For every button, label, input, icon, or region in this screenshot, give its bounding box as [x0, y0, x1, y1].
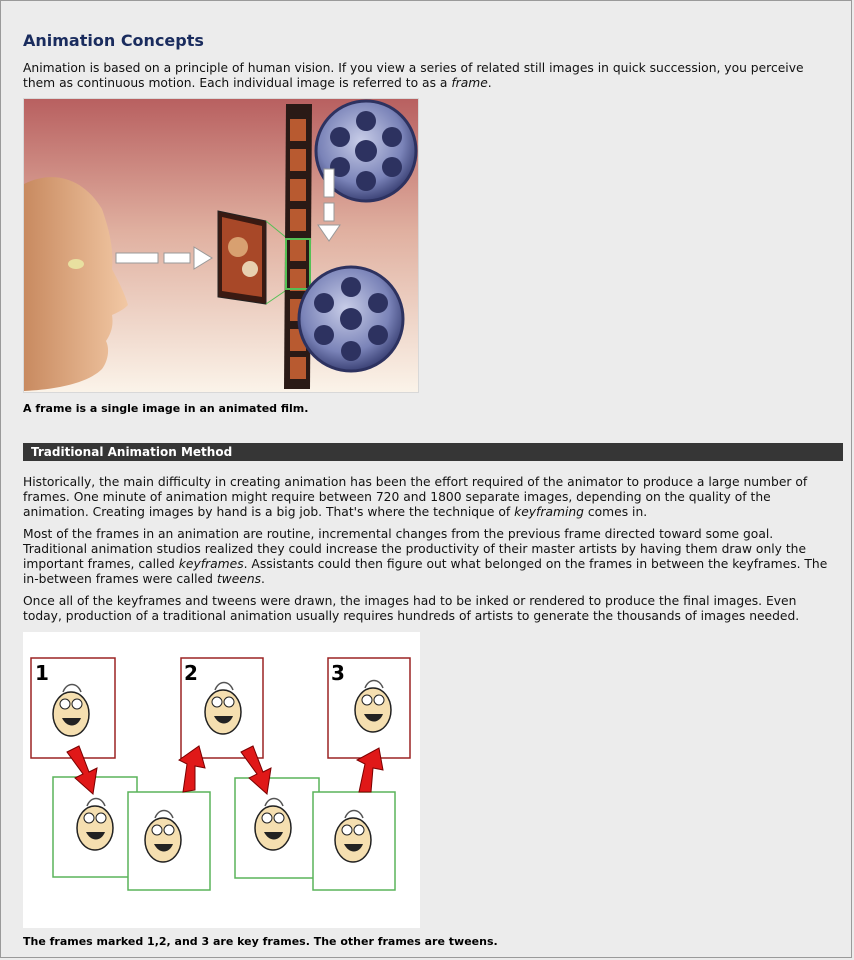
keyframes-illustration — [23, 632, 420, 928]
para1-text: Historically, the main difficulty in creating animation has been the effort required of the animator to produce a large number of frames. One minute of animation might require between 720 and 1800 separate images, depending on the quality of the animation. Creating images by hand is a big job. That's where the technique of — [23, 475, 808, 519]
intro-text-end: . — [487, 76, 492, 90]
section-heading: Traditional Animation Method — [23, 443, 843, 461]
para2-text-mid: . Assistants could then figure out what belonged on the frames in between the keyframes. The in-between frames were called — [23, 557, 828, 586]
intro-emphasis: frame — [451, 76, 488, 90]
intro-paragraph — [23, 61, 835, 91]
para2-emphasis-keyframes: keyframes — [178, 557, 244, 571]
keyframe-label-2: 2 — [184, 661, 198, 685]
film-reel-image — [24, 99, 419, 393]
para1-emphasis: keyframing — [514, 505, 584, 519]
keyframes-diagram — [23, 632, 420, 928]
section-paragraph-1 — [23, 475, 838, 520]
para2-text-end: . — [261, 572, 265, 586]
para2-emphasis-tweens: tweens — [216, 572, 262, 586]
section-paragraph-2 — [23, 527, 838, 587]
para1-text-end: comes in. — [583, 505, 648, 519]
page-title: Animation Concepts — [23, 31, 204, 50]
section-paragraph-3: Once all of the keyframes and tweens were drawn, the images had to be inked or rendered to produce the final images. Even today, production of a traditional animation usually requires hundreds of artists to generate the thousands of images needed. — [23, 594, 800, 623]
intro-text: Animation is based on a principle of human vision. If you view a series of related still images in quick succession, you perceive them as continuous motion. Each individual image is referred to as a — [23, 61, 804, 90]
figure1-caption: A frame is a single image in an animated film. — [23, 402, 309, 415]
frame-illustration — [23, 98, 419, 393]
para2-text: Most of the frames in an animation are routine, incremental changes from the previous frame directed toward some goal. Traditional animation studios realized they could increase the productivity of their master artists by having them draw only the important frames, called — [23, 527, 807, 571]
figure2-caption: The frames marked 1,2, and 3 are key frames. The other frames are tweens. — [23, 935, 498, 948]
keyframe-label-1: 1 — [35, 661, 49, 685]
keyframe-label-3: 3 — [331, 661, 345, 685]
